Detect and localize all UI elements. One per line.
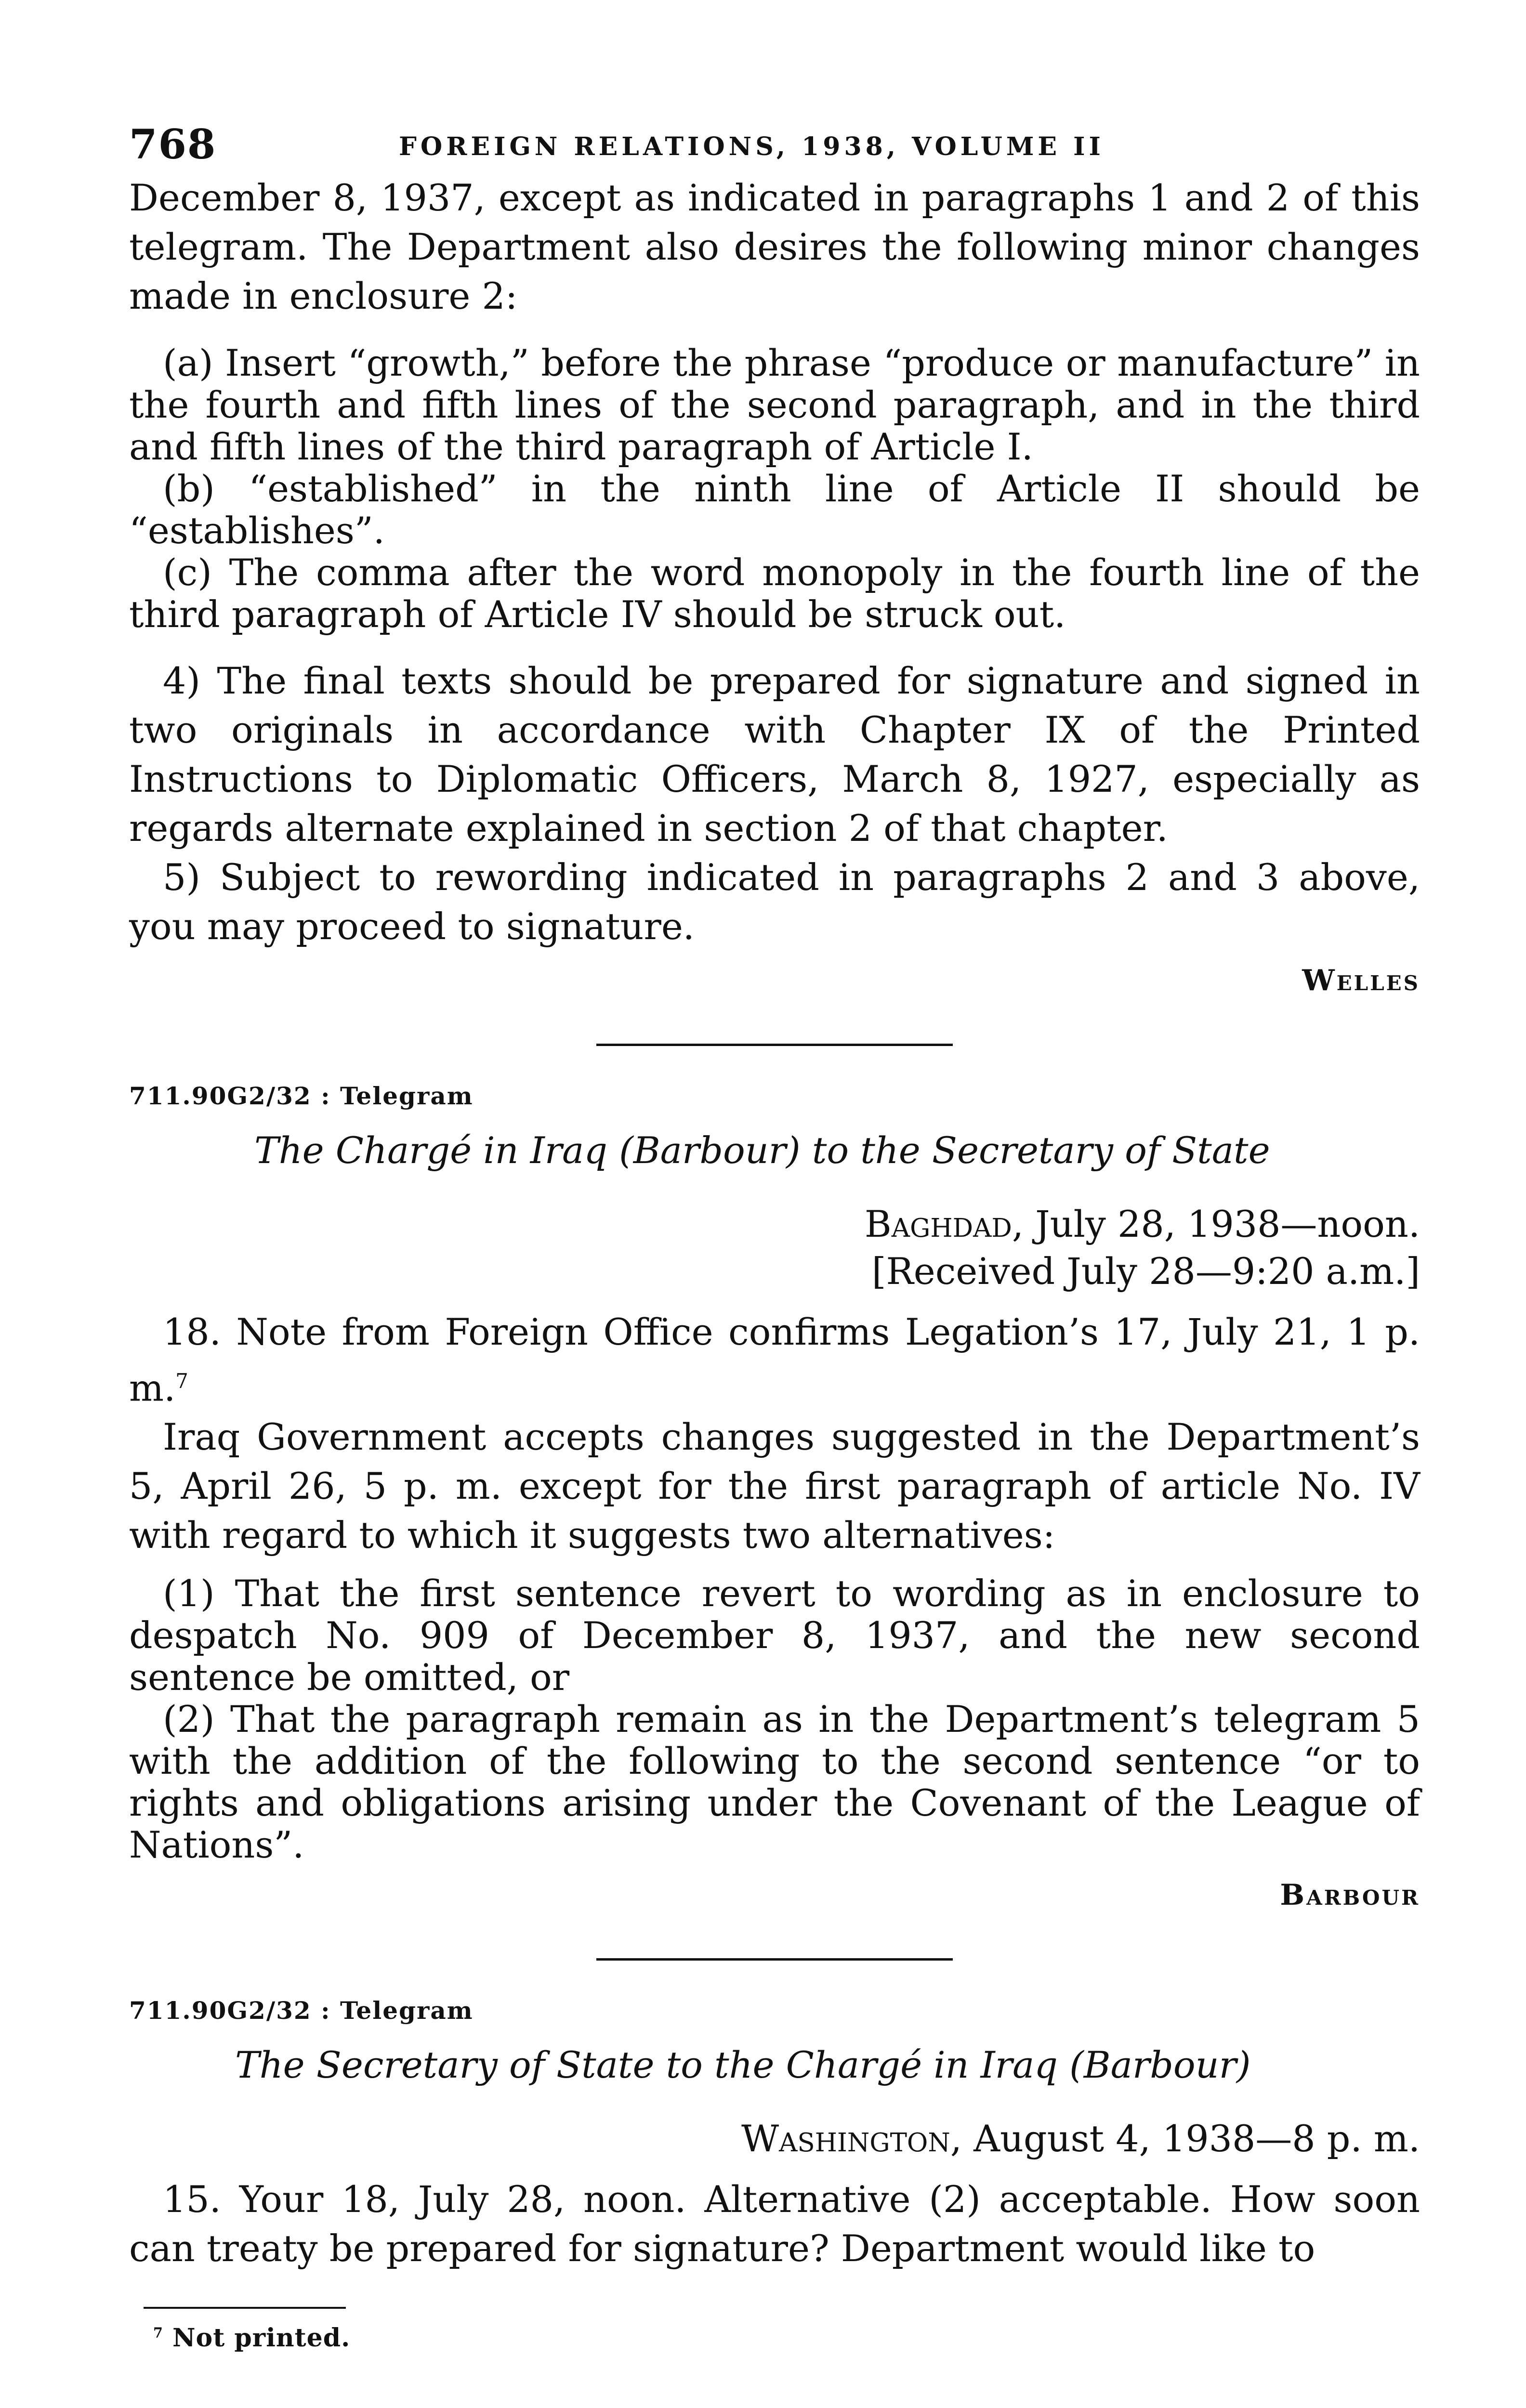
footnote-marker: 7 xyxy=(153,2325,163,2341)
signature-barbour: Barbour xyxy=(1280,1878,1420,1912)
file-reference: 711.90G2/32 : Telegram xyxy=(129,1082,474,1110)
dateline-date: July 28, 1938—noon. xyxy=(1024,1203,1420,1245)
dateline xyxy=(129,2115,1420,2162)
item-c: (c) The comma after the word monopoly in the fourth line of the third paragraph of Article IV should be struck out. xyxy=(129,551,1420,636)
alternative-2: (2) That the paragraph remain as in the Department’s telegram 5 with the addition of the following to the second sentence “or to rights and obligations arising under the Covenant of the League of Nations”. xyxy=(129,1698,1420,1867)
paragraph-5: 5) Subject to rewording indicated in paragraphs 2 and 3 above, you may proceed to signature. xyxy=(129,856,1420,948)
dateline-place: Baghdad, xyxy=(864,1203,1024,1245)
received-line: [Received July 28—9:20 a.m.] xyxy=(871,1250,1420,1293)
page-number: 768 xyxy=(129,120,217,168)
paragraph-15: 15. Your 18, July 28, noon. Alternative (2) acceptable. How soon can treaty be prepared for signature? Department would like to xyxy=(129,2178,1420,2270)
file-reference: 711.90G2/32 : Telegram xyxy=(129,1996,474,2025)
paragraph-18-text: 18. Note from Foreign Office confirms Legation’s 17, July 21, 1 p. m. xyxy=(129,1310,1420,1410)
footnote-text: Not printed. xyxy=(163,2323,351,2353)
intro-paragraph: December 8, 1937, except as indicated in paragraphs 1 and 2 of this telegram. The Department also desires the following minor changes made in enclosure 2: xyxy=(129,176,1420,317)
running-header xyxy=(129,120,1420,173)
section-divider xyxy=(596,1958,953,1961)
footnote-divider xyxy=(144,2307,346,2309)
dateline-date: August 4, 1938—8 p. m. xyxy=(961,2117,1420,2160)
dateline xyxy=(129,1201,1420,1248)
document-title: The Chargé in Iraq (Barbour) to the Secretary of State xyxy=(254,1129,1270,1172)
footnote xyxy=(153,2323,1420,2353)
dateline-place: Washington, xyxy=(741,2117,962,2160)
paragraph-4: 4) The final texts should be prepared for signature and signed in two originals in accordance with Chapter IX of the Printed Instructions to Diplomatic Officers, March 8, 1927, especially as regards alternate explained in section 2 of that chapter. xyxy=(129,659,1420,850)
running-title: FOREIGN RELATIONS, 1938, VOLUME II xyxy=(399,132,1105,161)
item-a: (a) Insert “growth,” before the phrase “produce or manufacture” in the fourth and fifth lines of the second paragraph, and in the third and fifth lines of the third paragraph of Article I. xyxy=(129,341,1420,468)
document-title: The Secretary of State to the Chargé in Iraq (Barbour) xyxy=(235,2043,1251,2087)
item-b: (b) “established” in the ninth line of Article II should be “establishes”. xyxy=(129,467,1420,552)
document-page xyxy=(129,120,1420,2353)
signature-welles: Welles xyxy=(1302,964,1420,997)
alternative-1: (1) That the first sentence revert to wording as in enclosure to despatch No. 909 of December 8, 1937, and the new second sentence be omitted, or xyxy=(129,1572,1420,1699)
paragraph-18 xyxy=(129,1308,1420,1413)
section-divider xyxy=(596,1044,953,1046)
footnote-ref: 7 xyxy=(175,1369,188,1393)
iraq-paragraph: Iraq Government accepts changes suggested in the Department’s 5, April 26, 5 p. m. except for the first paragraph of article No. IV with regard to which it suggests two alternatives: xyxy=(129,1415,1420,1557)
